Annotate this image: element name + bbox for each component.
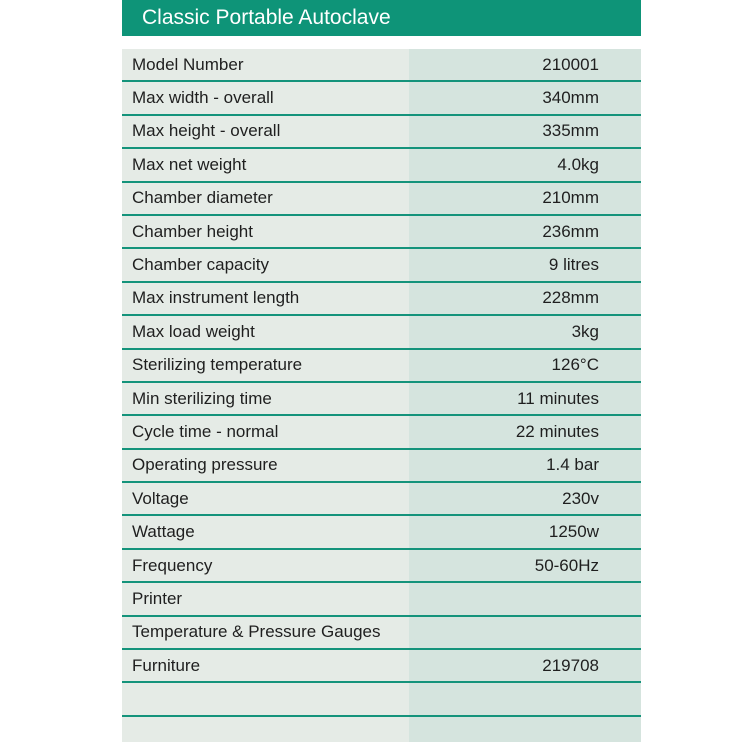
table-tail (122, 717, 641, 742)
table-row (122, 283, 641, 316)
spec-value: 228mm (409, 283, 641, 314)
spec-value: 210001 (409, 49, 641, 80)
spec-label: Max load weight (122, 316, 409, 347)
table-row (122, 583, 641, 616)
table-row (122, 183, 641, 216)
spec-value: 11 minutes (409, 383, 641, 414)
spec-value: 340mm (409, 82, 641, 113)
spec-label: Voltage (122, 483, 409, 514)
spec-value: 9 litres (409, 249, 641, 280)
spec-label: Frequency (122, 550, 409, 581)
spec-label: Max net weight (122, 149, 409, 180)
table-row (122, 416, 641, 449)
table-row (122, 650, 641, 683)
table-row (122, 483, 641, 516)
spec-sheet (122, 0, 641, 750)
spec-value: 126°C (409, 350, 641, 381)
table-row (122, 316, 641, 349)
spec-label: Furniture (122, 650, 409, 681)
spec-value: 219708 (409, 650, 641, 681)
title-spacer (122, 36, 641, 49)
spec-label: Wattage (122, 516, 409, 547)
spec-label (122, 683, 409, 714)
table-row (122, 116, 641, 149)
table-row (122, 383, 641, 416)
spec-label: Max width - overall (122, 82, 409, 113)
spec-value: 230v (409, 483, 641, 514)
spec-value: 3kg (409, 316, 641, 347)
spec-value: 22 minutes (409, 416, 641, 447)
table-row (122, 216, 641, 249)
spec-label: Temperature & Pressure Gauges (122, 617, 409, 648)
spec-label: Chamber height (122, 216, 409, 247)
spec-value: 1.4 bar (409, 450, 641, 481)
table-row (122, 450, 641, 483)
table-row (122, 350, 641, 383)
page-title: Classic Portable Autoclave (122, 0, 641, 36)
spec-label: Max height - overall (122, 116, 409, 147)
spec-value (409, 617, 641, 648)
spec-label: Operating pressure (122, 450, 409, 481)
spec-value: 50-60Hz (409, 550, 641, 581)
spec-label: Cycle time - normal (122, 416, 409, 447)
table-row (122, 516, 641, 549)
spec-value: 1250w (409, 516, 641, 547)
spec-label: Sterilizing temperature (122, 350, 409, 381)
spec-value: 236mm (409, 216, 641, 247)
table-row (122, 49, 641, 82)
table-row (122, 149, 641, 182)
table-row (122, 683, 641, 716)
spec-label: Chamber diameter (122, 183, 409, 214)
spec-label: Max instrument length (122, 283, 409, 314)
spec-value (409, 683, 641, 714)
spec-value: 4.0kg (409, 149, 641, 180)
spec-label: Chamber capacity (122, 249, 409, 280)
spec-label: Model Number (122, 49, 409, 80)
spec-label: Printer (122, 583, 409, 614)
spec-value (409, 583, 641, 614)
spec-label: Min sterilizing time (122, 383, 409, 414)
table-row (122, 249, 641, 282)
spec-value: 335mm (409, 116, 641, 147)
spec-value: 210mm (409, 183, 641, 214)
table-row (122, 82, 641, 115)
table-row (122, 550, 641, 583)
table-row (122, 617, 641, 650)
spec-table (122, 49, 641, 717)
